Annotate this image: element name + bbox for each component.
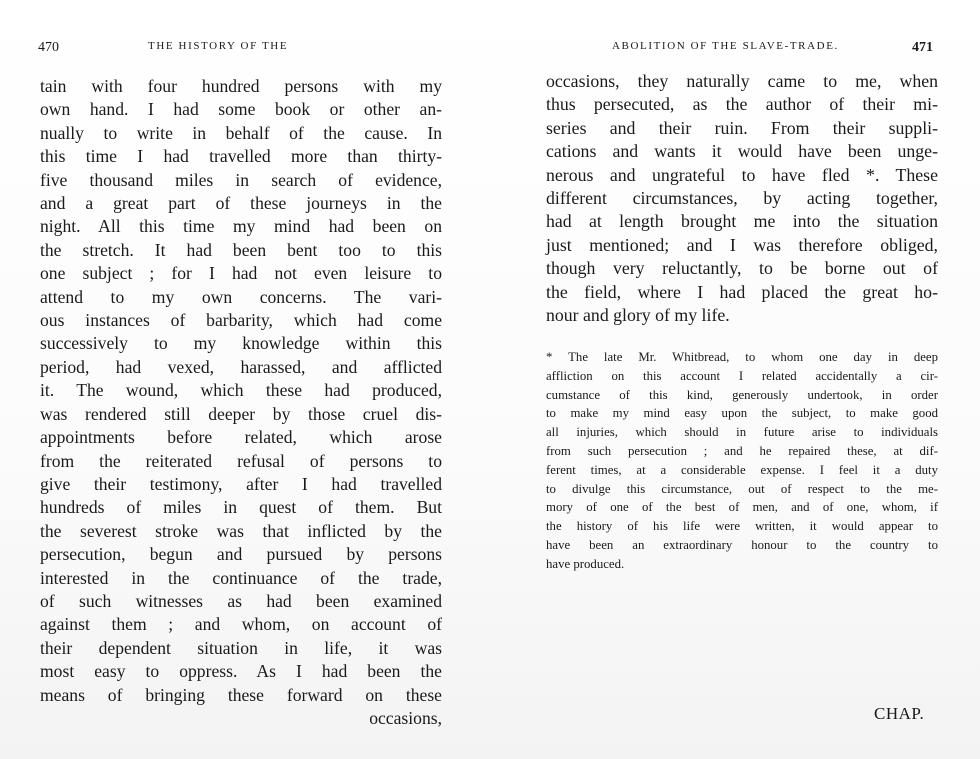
text-line: and a great part of these journeys in the xyxy=(40,193,442,214)
text-line: the severest stroke was that inflicted by the xyxy=(40,520,442,541)
text-line: tain with four hundred persons with my xyxy=(40,76,442,96)
text-line: give their testimony, after I had travelled xyxy=(40,473,442,494)
left-catchword: occasions, xyxy=(369,707,442,728)
text-line: attend to my own concerns. The vari- xyxy=(40,286,442,307)
text-line: though very reluctantly, to be borne out of xyxy=(546,258,938,279)
text-line: of such witnesses as had been examined xyxy=(40,590,442,611)
footnote-line: * The late Mr. Whitbread, to whom one day in deep xyxy=(546,350,938,364)
text-line: thus persecuted, as the author of their mi- xyxy=(546,94,938,115)
footnote-line: from such persecution ; and he repaired these, at dif- xyxy=(546,443,938,458)
text-line: period, had vexed, harassed, and afflicted xyxy=(40,356,442,377)
text-line: nour and glory of my life. xyxy=(546,305,730,326)
text-line: had at length brought me into the situation xyxy=(546,211,938,232)
footnote-line: have been an extraordinary honour to the country to xyxy=(546,537,938,552)
text-line: nerous and ungrateful to have fled *. These xyxy=(546,164,938,185)
right-page xyxy=(490,0,980,759)
text-line: ous instances of barbarity, which had come xyxy=(40,310,442,331)
text-line: this time I had travelled more than thirty- xyxy=(40,146,442,167)
text-line: was rendered still deeper by those cruel dis- xyxy=(40,403,442,424)
text-line: night. All this time my mind had been on xyxy=(40,216,442,237)
text-line: successively to my knowledge within this xyxy=(40,333,442,354)
text-line: one subject ; for I had not even leisure to xyxy=(40,263,442,284)
text-line: the field, where I had placed the great ho- xyxy=(546,281,938,302)
footnote-line: to make my mind easy upon the subject, to make good xyxy=(546,406,938,421)
text-line: means of bringing these forward on these xyxy=(40,684,442,705)
footnote-line: ferent times, at a considerable expense. I feel it a duty xyxy=(546,462,938,477)
text-line: nually to write in behalf of the cause. In xyxy=(40,122,442,143)
text-line: series and their ruin. From their suppli- xyxy=(546,117,938,138)
footnote-line: mory of one of the best of men, and of one, whom, if xyxy=(546,500,938,515)
text-line: appointments before related, which arose xyxy=(40,427,442,448)
text-line: from the reiterated refusal of persons to xyxy=(40,450,442,471)
text-line: five thousand miles in search of evidence, xyxy=(40,169,442,190)
text-line: different circumstances, by acting together, xyxy=(546,188,938,209)
footnote-line: cumstance of this kind, generously undertook, in order xyxy=(546,387,938,402)
text-line: persecution, begun and pursued by persons xyxy=(40,544,442,565)
text-line: it. The wound, which these had produced, xyxy=(40,380,442,401)
footnote-line: to divulge this circumstance, out of respect to the me- xyxy=(546,481,938,496)
right-catchword: CHAP. xyxy=(874,704,925,723)
footnote-line: all injuries, which should in future arise to individuals xyxy=(546,425,938,440)
text-line: just mentioned; and I was therefore obliged, xyxy=(546,234,938,255)
text-line: their dependent situation in life, it was xyxy=(40,637,442,658)
footnote-line: have produced. xyxy=(546,556,625,571)
text-line: most easy to oppress. As I had been the xyxy=(40,661,442,682)
text-line: against them ; and whom, on account of xyxy=(40,614,442,635)
footnote xyxy=(546,348,938,574)
text-line: cations and wants it would have been unge- xyxy=(546,141,938,162)
text-line: own hand. I had some book or other an- xyxy=(40,99,442,120)
text-line: the stretch. It had been bent too to this xyxy=(40,239,442,260)
right-running-head: ABOLITION OF THE SLAVE-TRADE. xyxy=(612,40,839,52)
left-body-text xyxy=(40,75,442,730)
footnote-line: affliction on this account I related accidentally a cir- xyxy=(546,368,938,383)
text-line: hundreds of miles in quest of them. But xyxy=(40,497,442,518)
left-running-head: THE HISTORY OF THE xyxy=(148,40,289,52)
footnote-line: the history of his life were written, it would appear to xyxy=(546,519,938,534)
right-body-text xyxy=(546,70,938,327)
right-page-number: 471 xyxy=(912,40,933,55)
text-line: interested in the continuance of the trade, xyxy=(40,567,442,588)
text-line: occasions, they naturally came to me, when xyxy=(546,71,938,91)
left-page-number: 470 xyxy=(38,40,59,55)
